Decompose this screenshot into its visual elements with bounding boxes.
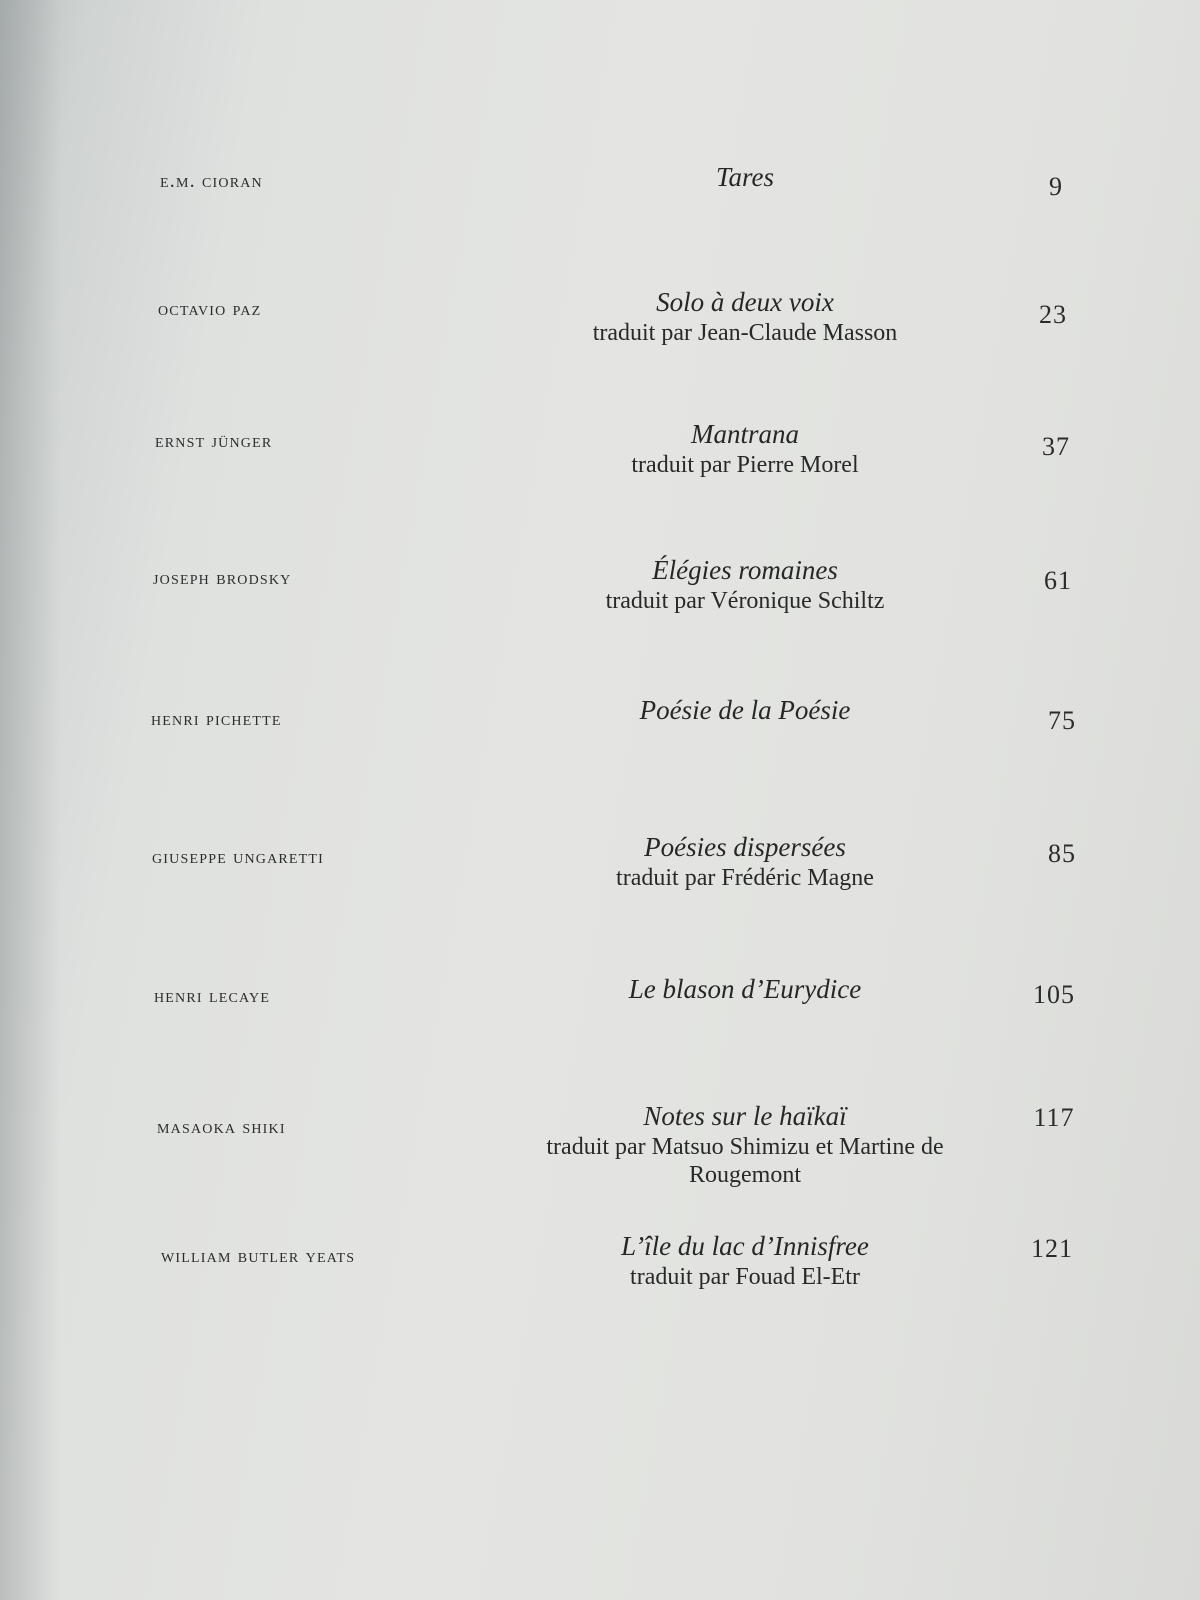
entry-author: william butler yeats [161,1245,356,1267]
entry-title: Poésie de la Poésie [639,695,851,725]
entry-author: e.m. cioran [160,170,263,192]
entry-translator: traduit par Matsuo Shimizu et Martine de Rougemont [546,1134,944,1188]
entry-title: Notes sur le haïkaï [643,1101,847,1131]
entry-translator: traduit par Frédéric Magne [616,865,874,891]
entry-page-number: 117 [1033,1103,1075,1132]
toc-entry [0,975,1200,1065]
toc-entry [0,832,1200,925]
entry-author: ernst jünger [155,430,273,452]
toc-entry [0,419,1200,512]
entry-page-number: 37 [1042,432,1070,461]
entry-page-number: 61 [1044,566,1072,595]
entry-work [480,830,1010,892]
entry-work [480,417,1010,479]
entry-work [480,285,1010,347]
entry-author: giuseppe ungaretti [152,846,325,868]
entry-work [480,693,1010,727]
toc-entry [0,287,1200,380]
entry-title: L’île du lac d’Innisfree [621,1231,869,1261]
entry-work [480,553,1010,615]
entry-work [480,1229,1010,1291]
toc-entry [0,1231,1200,1324]
entry-page-number: 105 [1033,980,1075,1009]
entry-title: Solo à deux voix [656,287,834,317]
entry-title: Le blason d’Eurydice [628,974,862,1004]
entry-work [525,1099,965,1189]
entry-work [480,972,1010,1006]
entry-work [480,160,1010,194]
entry-author: masaoka shiki [157,1116,286,1138]
entry-title: Tares [715,162,775,192]
entry-title: Mantrana [691,419,799,449]
toc-entry [0,555,1200,648]
entry-title: Poésies dispersées [644,832,846,862]
entry-translator: traduit par Véronique Schiltz [605,588,885,614]
entry-translator: traduit par Pierre Morel [631,452,859,478]
entry-author: henri lecaye [154,985,271,1007]
entry-translator: traduit par Jean-Claude Masson [592,320,898,346]
entry-translator: traduit par Fouad El-Etr [630,1264,860,1290]
entry-page-number: 85 [1048,839,1076,868]
entry-title: Élégies romaines [652,555,838,585]
toc-entry [0,696,1200,786]
entry-page-number: 9 [1049,172,1063,201]
entry-author: henri pichette [151,708,282,730]
entry-author: octavio paz [158,298,262,320]
entry-page-number: 121 [1031,1234,1073,1263]
toc-entry [0,160,1200,250]
entry-author: joseph brodsky [153,567,292,589]
entry-page-number: 75 [1048,706,1076,735]
entry-page-number: 23 [1039,300,1067,329]
toc-entry [0,1100,1200,1190]
